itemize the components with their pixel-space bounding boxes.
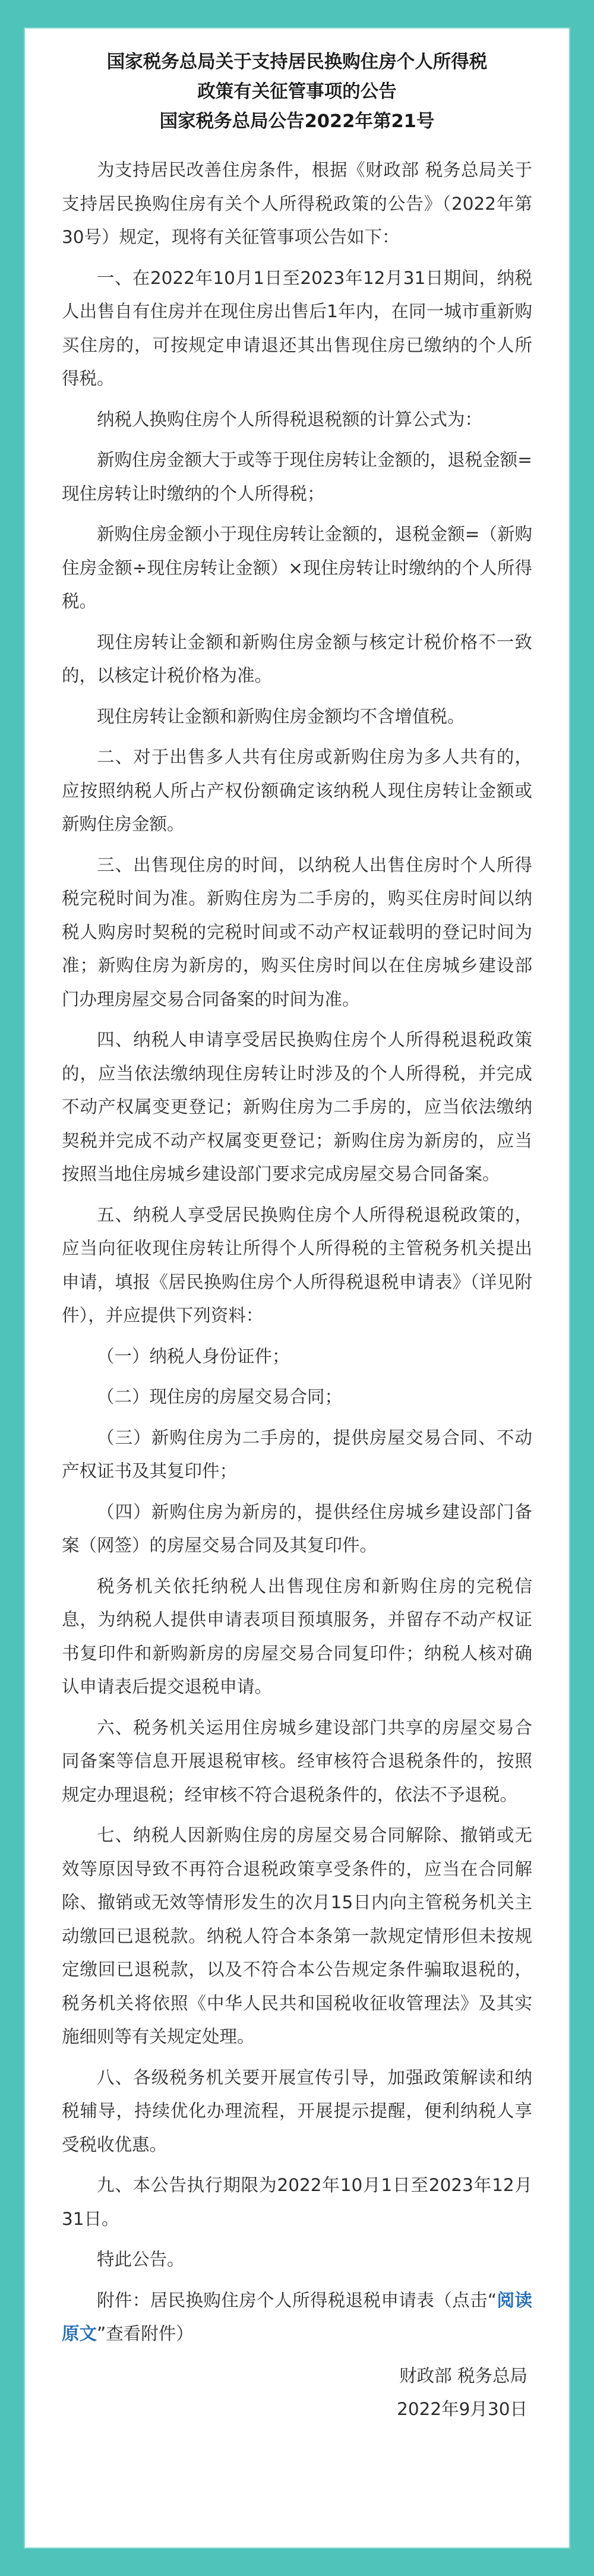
attachment-note xyxy=(62,2284,532,2351)
paragraph-formula-1: 新购住房金额大于或等于现住房转让金额的，退税金额=现住房转让时缴纳的个人所得税； xyxy=(62,450,532,504)
paragraph-vat-excluded: 现住房转让金额和新购住房金额均不含增值税。 xyxy=(97,706,465,727)
paragraph-article-4: 四、纳税人申请享受居民换购住房个人所得税退税政策的，应当依法缴纳现住房转让时涉及的个人所得税，并完成不动产权属变更登记；新购住房为二手房的，应当依法缴纳契税并完成不动产权属变更登记；新购住房为新房的，应当按照当地住房城乡建设部门要求完成房屋交易合同备案。 xyxy=(62,1030,532,1184)
paragraph-article-3: 三、出售现住房的时间，以纳税人出售住房时个人所得税完税时间为准。新购住房为二手房的，购买住房时间以纳税人购房时契税的完税时间或不动产权证载明的登记时间为准；新购住房为新房的，购买住房时间以在住房城乡建设部门办理房屋交易合同备案的时间为准。 xyxy=(62,854,532,1009)
list-item-2: （二）现住房的房屋交易合同； xyxy=(97,1387,343,1407)
document-body xyxy=(62,153,532,2351)
paragraph-assessed-price: 现住房转让金额和新购住房金额与核定计税价格不一致的，以核定计税价格为准。 xyxy=(62,632,532,686)
paragraph-article-8: 八、各级税务机关要开展宣传引导，加强政策解读和纳税辅导，持续优化办理流程，开展提示提醒，便利纳税人享受税收优惠。 xyxy=(62,2067,532,2155)
attachment-suffix: ”查看附件） xyxy=(97,2324,194,2344)
document-header xyxy=(62,48,532,137)
paragraph-article-1: 一、在2022年10月1日至2023年12月31日期间，纳税人出售自有住房并在现住房出售后1年内，在同一城市重新购买住房的，可按规定申请退还其出售现住房已缴纳的个人所得税。 xyxy=(62,267,532,389)
document-card xyxy=(24,27,570,2549)
paragraph-article-5: 五、纳税人享受居民换购住房个人所得税退税政策的，应当向征收现住房转让所得个人所得税的主管税务机关提出申请，填报《居民换购住房个人所得税退税申请表》（详见附件），并应提供下列资料： xyxy=(62,1204,532,1325)
paragraph-prefill-service: 税务机关依托纳税人出售现住房和新购住房的完税信息，为纳税人提供申请表项目预填服务，并留存不动产权证书复印件和新购新房的房屋交易合同复印件；纳税人核对确认申请表后提交退税申请。 xyxy=(62,1576,532,1697)
list-item-4: （四）新购住房为新房的，提供经住房城乡建设部门备案（网签）的房屋交易合同及其复印件。 xyxy=(62,1501,532,1555)
signature-block xyxy=(62,2359,532,2426)
list-item-1: （一）纳税人身份证件； xyxy=(97,1346,290,1366)
announcement-number: 国家税务总局公告2022年第21号 xyxy=(159,111,435,132)
paragraph-article-7: 七、纳税人因新购住房的房屋交易合同解除、撤销或无效等原因导致不再符合退税政策享受条件的，应当在合同解除、撤销或无效等情形发生的次月15日内向主管税务机关主动缴回已退税款。纳税人符合本条第一款规定情形但未按规定缴回已退税款，以及不符合本公告规定条件骗取退税的，税务机关将依照《中华人民共和国税收征收管理法》及其实施细则等有关规定处理。 xyxy=(62,1825,532,2047)
title-line-1: 国家税务总局关于支持居民换购住房个人所得税 xyxy=(106,52,488,72)
title-line-2: 政策有关征管事项的公告 xyxy=(197,81,397,102)
paragraph-article-2: 二、对于出售多人共有住房或新购住房为多人共有的，应按照纳税人所占产权份额确定该纳税人现住房转让金额或新购住房金额。 xyxy=(62,747,532,834)
attachment-prefix: 附件：居民换购住房个人所得税退税申请表（点击“ xyxy=(97,2290,497,2310)
paragraph-closing: 特此公告。 xyxy=(97,2249,185,2269)
list-item-3: （三）新购住房为二手房的，提供房屋交易合同、不动产权证书及其复印件； xyxy=(62,1427,532,1481)
paragraph-article-9: 九、本公告执行期限为2022年10月1日至2023年12月31日。 xyxy=(62,2175,532,2229)
issue-date: 2022年9月30日 xyxy=(397,2399,527,2419)
paragraph-formula-intro: 纳税人换购住房个人所得税退税额的计算公式为： xyxy=(97,409,483,430)
intro-paragraph: 为支持居民改善住房条件，根据《财政部 税务总局关于支持居民换购住房有关个人所得税政策的公告》（2022年第30号）规定，现将有关征管事项公告如下： xyxy=(62,160,532,247)
paragraph-article-6: 六、税务机关运用住房城乡建设部门共享的房屋交易合同备案等信息开展退税审核。经审核符合退税条件的，按照规定办理退税；经审核不符合退税条件的，依法不予退税。 xyxy=(62,1717,532,1805)
read-original-link[interactable]: 阅读原文 xyxy=(62,2290,532,2344)
paragraph-formula-2: 新购住房金额小于现住房转让金额的，退税金额=（新购住房金额÷现住房转让金额）×现住房转让时缴纳的个人所得税。 xyxy=(62,524,532,611)
issuer: 财政部 税务总局 xyxy=(399,2365,527,2386)
